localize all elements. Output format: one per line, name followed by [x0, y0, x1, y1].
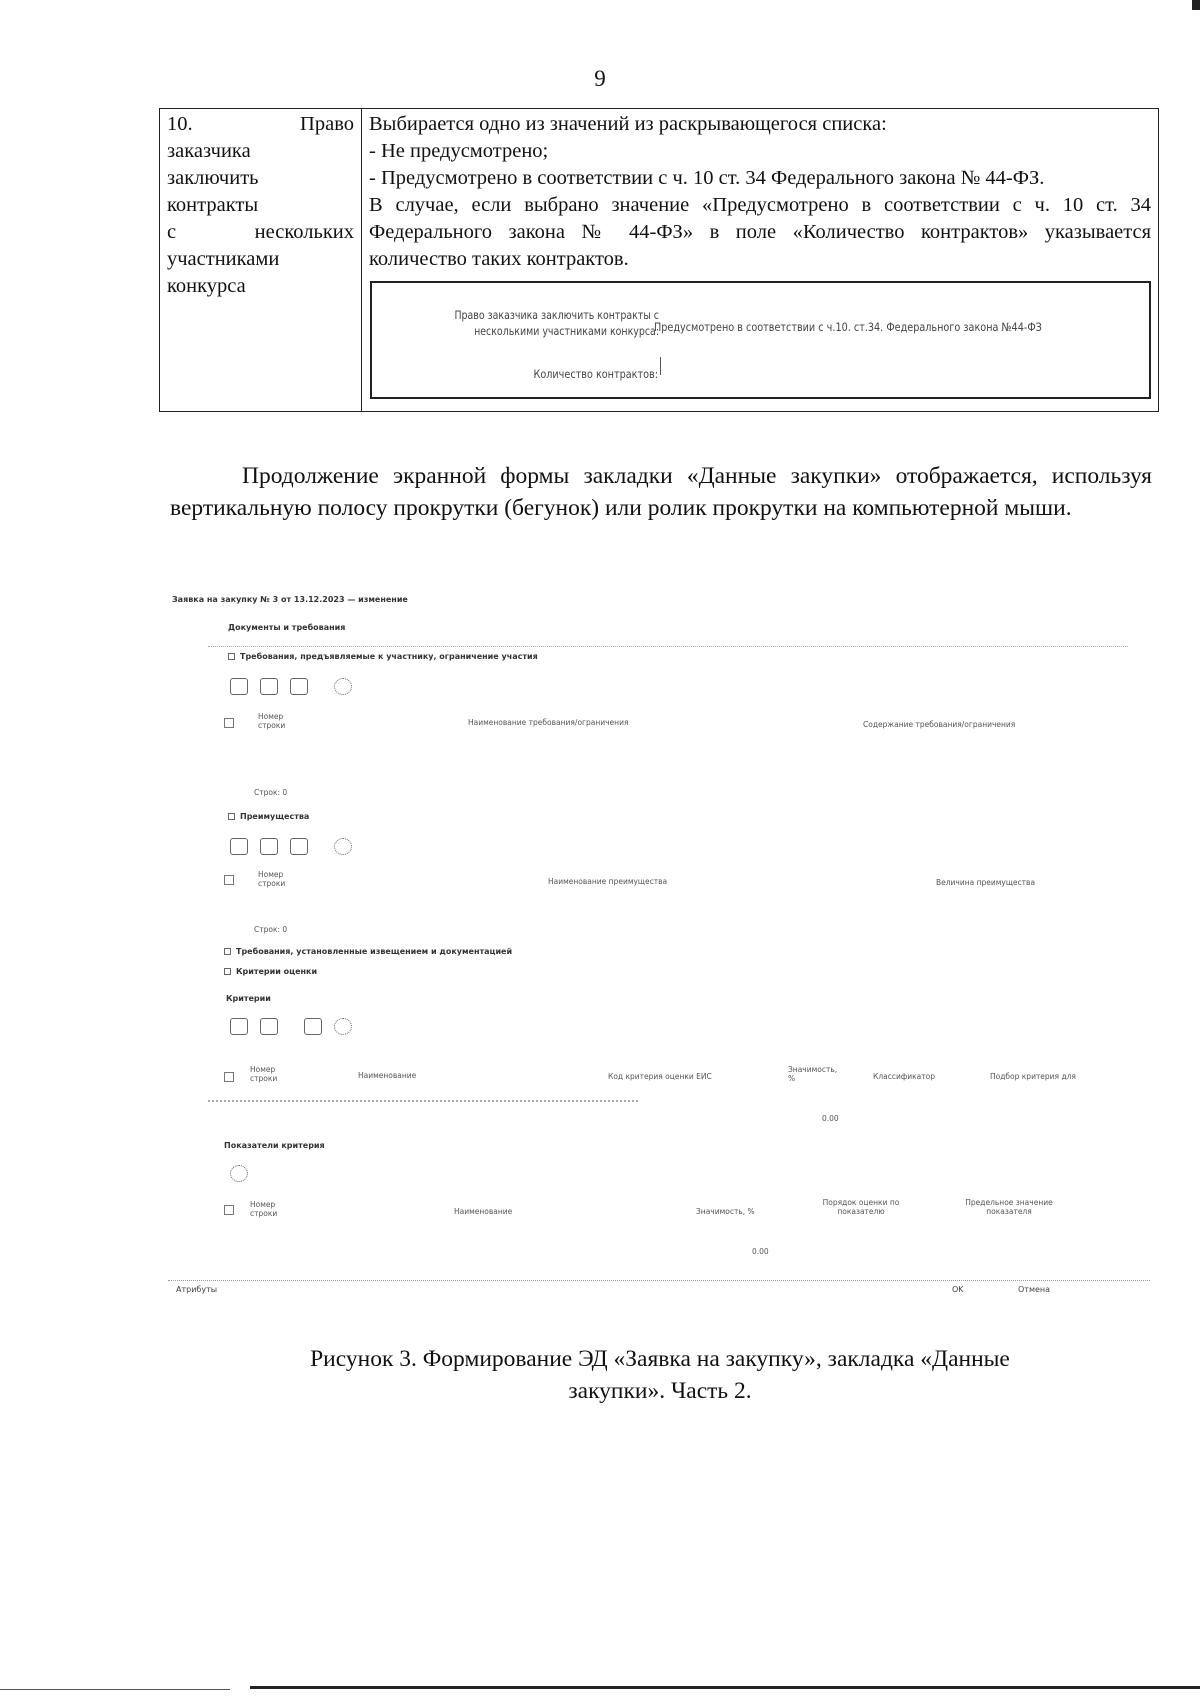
page-rule [250, 1686, 1200, 1689]
form-dropdown-value[interactable]: Предусмотрено в соответствии с ч.10. ст.34. Федерального закона №44-ФЗ [654, 320, 1042, 334]
indicators-toolbar [230, 1165, 248, 1182]
col-header: Номер строки [250, 1200, 278, 1218]
expand-icon[interactable] [228, 653, 235, 660]
contracts-count-input[interactable] [660, 357, 663, 375]
col-header: Содержание требования/ограничения [863, 720, 1016, 729]
figure-screenshot [168, 590, 1150, 1302]
table-row [160, 109, 1159, 412]
page-number: 9 [594, 66, 606, 91]
col-header: Наименование преимущества [548, 877, 668, 886]
criteria-total: 0.00 [822, 1114, 839, 1123]
attributes-button[interactable]: Атрибуты [176, 1285, 218, 1294]
expand-icon[interactable] [224, 948, 231, 955]
copy-row-icon[interactable] [304, 1018, 322, 1035]
cancel-button[interactable]: Отмена [1018, 1285, 1051, 1294]
row-count: Строк: 0 [254, 788, 288, 797]
gear-icon[interactable] [334, 1018, 352, 1035]
col-header: Величина преимущества [936, 878, 1036, 887]
row-count: Строк: 0 [254, 925, 288, 934]
form-fragment-image [370, 281, 1151, 399]
col-header: Код критерия оценки ЕИС [608, 1072, 712, 1081]
adv-toolbar [230, 838, 352, 855]
add-row-icon[interactable] [230, 678, 248, 695]
indicators-header: Показатели критерия [224, 1141, 325, 1150]
delete-row-icon[interactable] [290, 678, 308, 695]
edit-row-icon[interactable] [260, 838, 278, 855]
gear-icon[interactable] [334, 678, 352, 695]
ok-button[interactable]: OK [952, 1285, 964, 1294]
criteria-toolbar [230, 1018, 352, 1035]
col-header: Классификатор [873, 1072, 935, 1081]
req-toolbar [230, 678, 352, 695]
desc-line: - Не предусмотрено; [369, 140, 549, 162]
adv-section[interactable]: Преимущества [228, 812, 309, 821]
col-header: Наименование [454, 1207, 513, 1216]
select-all-checkbox[interactable] [224, 875, 234, 885]
col-header: Наименование требования/ограничения [468, 718, 629, 727]
desc-line: В случае, если выбрано значение «Предусмотрено в соответствии с ч. 10 ст. 34 Федерального закона № 44-ФЗ» в поле «Количество контрактов» указывается количество таких контрактов. [369, 194, 1151, 270]
field-description-cell [362, 109, 1159, 412]
scan-corner-mark [1192, 0, 1200, 10]
col-header: Предельное значение показателя [965, 1198, 1053, 1216]
field-description-table [159, 108, 1159, 412]
col-header: Номер строки [258, 870, 286, 888]
docs-header: Документы и требования [228, 623, 346, 632]
body-paragraph: Продолжение экранной формы закладки «Данные закупки» отображается, используя вертикальную полосу прокрутки (бегунок) или ролик прокрутки на компьютерной мыши. [170, 463, 1152, 521]
criteria-section[interactable]: Критерии оценки [224, 967, 317, 976]
col-header: Значимость, % [696, 1207, 755, 1216]
select-all-checkbox[interactable] [224, 1072, 234, 1082]
desc-line: - Предусмотрено в соответствии с ч. 10 ст. 34 Федерального закона № 44-ФЗ. [369, 167, 1045, 189]
col-header: Номер строки [258, 712, 286, 730]
gear-icon[interactable] [230, 1165, 248, 1182]
delete-row-icon[interactable] [290, 838, 308, 855]
col-header: Значимость, % [788, 1065, 838, 1083]
add-row-icon[interactable] [230, 838, 248, 855]
edit-row-icon[interactable] [260, 678, 278, 695]
status-bar [168, 1280, 1150, 1296]
page-rule-left [0, 1689, 230, 1690]
req-section[interactable]: Требования, предъявляемые к участнику, ограничение участия [228, 652, 538, 661]
select-all-checkbox[interactable] [224, 718, 234, 728]
gear-icon[interactable] [334, 838, 352, 855]
desc-line: Выбирается одно из значений из раскрывающегося списка: [369, 113, 887, 135]
indicators-total: 0.00 [752, 1247, 769, 1256]
contracts-count-label: Количество контрактов: [533, 367, 658, 381]
form-field-label: Право заказчика заключить контракты с несколькими участниками конкурса: [454, 308, 659, 338]
notice-section[interactable]: Требования, установленные извещением и документацией [224, 947, 512, 956]
col-header: Номер строки [250, 1065, 278, 1083]
col-header: Порядок оценки по показателю [822, 1198, 900, 1216]
select-all-checkbox[interactable] [224, 1205, 234, 1215]
add-row-icon[interactable] [230, 1018, 248, 1035]
edit-row-icon[interactable] [260, 1018, 278, 1035]
col-header: Подбор критерия для [990, 1072, 1076, 1081]
field-number: 10. [167, 113, 193, 135]
window-title: Заявка на закупку № 3 от 13.12.2023 — изменение [172, 595, 408, 604]
figure-caption: Рисунок 3. Формирование ЭД «Заявка на закупку», закладка «Данные закупки». Часть 2. [310, 1346, 1010, 1404]
criteria-header: Критерии [226, 994, 271, 1003]
field-name-cell: 10. Право заказчика заключить контракты с нескольких участниками конкурса [160, 109, 362, 412]
col-header: Наименование [358, 1071, 417, 1080]
expand-icon[interactable] [224, 968, 231, 975]
expand-icon[interactable] [228, 813, 235, 820]
